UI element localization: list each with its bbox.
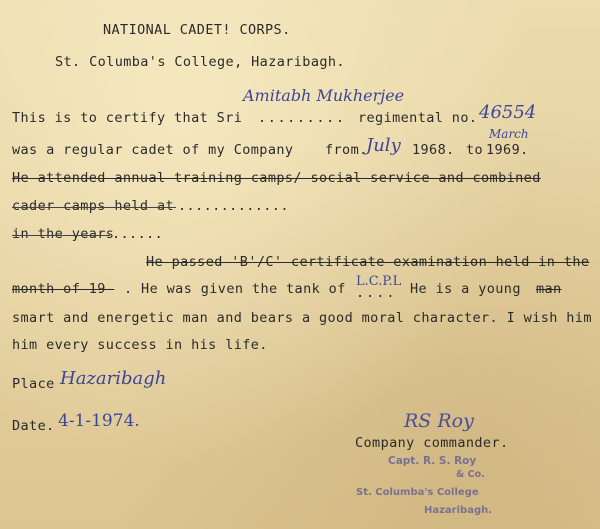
regimental-number-handwritten: 46554: [479, 102, 537, 123]
line7-struck-word: man: [536, 281, 562, 297]
date-handwritten: 4-1-1974.: [58, 411, 140, 431]
line2-from-label: from.: [325, 142, 368, 158]
place-label: Place: [12, 376, 55, 392]
line5-strike-rule: [12, 235, 110, 236]
line4-strike-rule: [12, 207, 176, 208]
org-heading: NATIONAL CADET! CORPS.: [103, 22, 291, 38]
line2-prefix: was a regular cadet of my Company: [12, 142, 294, 158]
institution-heading: St. Columba's College, Hazaribagh.: [55, 54, 345, 70]
commander-signature: RS Roy: [404, 410, 474, 432]
cadet-name-handwritten: Amitabh Mukherjee: [243, 86, 405, 105]
line1-prefix: This is to certify that Sri: [12, 110, 243, 126]
to-month-handwritten: March: [489, 127, 529, 141]
stamp-line-4: Hazaribagh.: [424, 505, 493, 516]
rank-handwritten: L.C.P.L: [356, 274, 402, 289]
date-label: Date.: [12, 418, 55, 434]
line3-struck: He attended annual training camps/ social service and combined: [12, 170, 541, 186]
stamp-line-2: & Co.: [456, 469, 485, 480]
rank-dots: ....: [356, 285, 397, 301]
line8-text: smart and energetic man and bears a good moral character. I wish him: [12, 310, 592, 326]
line1-name-dots: .........: [258, 110, 346, 126]
line5-dots: ......: [112, 226, 164, 242]
line4-text: cader camps held at: [12, 198, 175, 214]
place-handwritten: Hazaribagh: [60, 368, 167, 389]
line5-text: in the years: [12, 226, 115, 242]
to-label: to: [466, 142, 484, 158]
line9-text: him every success in his life.: [12, 337, 268, 353]
designation: Company commander.: [355, 435, 509, 451]
line4-dots: .............: [178, 198, 289, 214]
line6-struck: He passed 'B'/C' certificate examination held in the: [146, 254, 590, 270]
line7-struck-month: month of 19-: [12, 281, 115, 297]
line1-reg-label: regimental no.: [358, 110, 478, 126]
stamp-line-3: St. Columba's College: [356, 487, 479, 498]
to-year: 1969.: [486, 142, 529, 158]
stamp-line-1: Capt. R. S. Roy: [388, 455, 477, 467]
from-month-handwritten: July: [366, 135, 401, 156]
line7-rank-label: . He was given the tank of: [124, 281, 346, 297]
from-year: 1968.: [412, 142, 455, 158]
line7-young: He is a young: [410, 281, 521, 297]
